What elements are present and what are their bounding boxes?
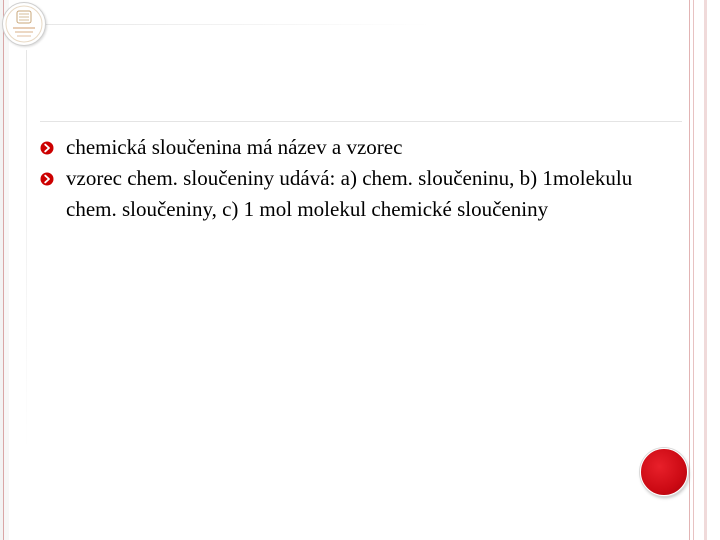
bullet-text: vzorec chem. sloučeniny udává: a) chem. sloučeninu, b) 1molekulu chem. sloučeniny, c) 1 mol molekul chemické sloučeniny xyxy=(66,166,633,221)
red-bullet-icon xyxy=(40,141,54,155)
list-item xyxy=(40,132,660,163)
divider xyxy=(40,121,682,122)
right-decor-band xyxy=(704,0,707,540)
red-circle-decoration xyxy=(640,448,688,496)
left-decor-band xyxy=(0,0,9,540)
red-bullet-icon xyxy=(40,172,54,186)
right-decor-line xyxy=(693,0,694,540)
logo-emblem-icon xyxy=(3,3,45,45)
bullet-list xyxy=(40,132,660,225)
frame-line-left xyxy=(26,50,27,450)
frame-line-top xyxy=(30,24,430,25)
school-logo xyxy=(2,2,46,46)
right-decor-line xyxy=(689,0,690,540)
list-item xyxy=(40,163,660,225)
bullet-text: chemická sloučenina má název a vzorec xyxy=(66,135,403,159)
